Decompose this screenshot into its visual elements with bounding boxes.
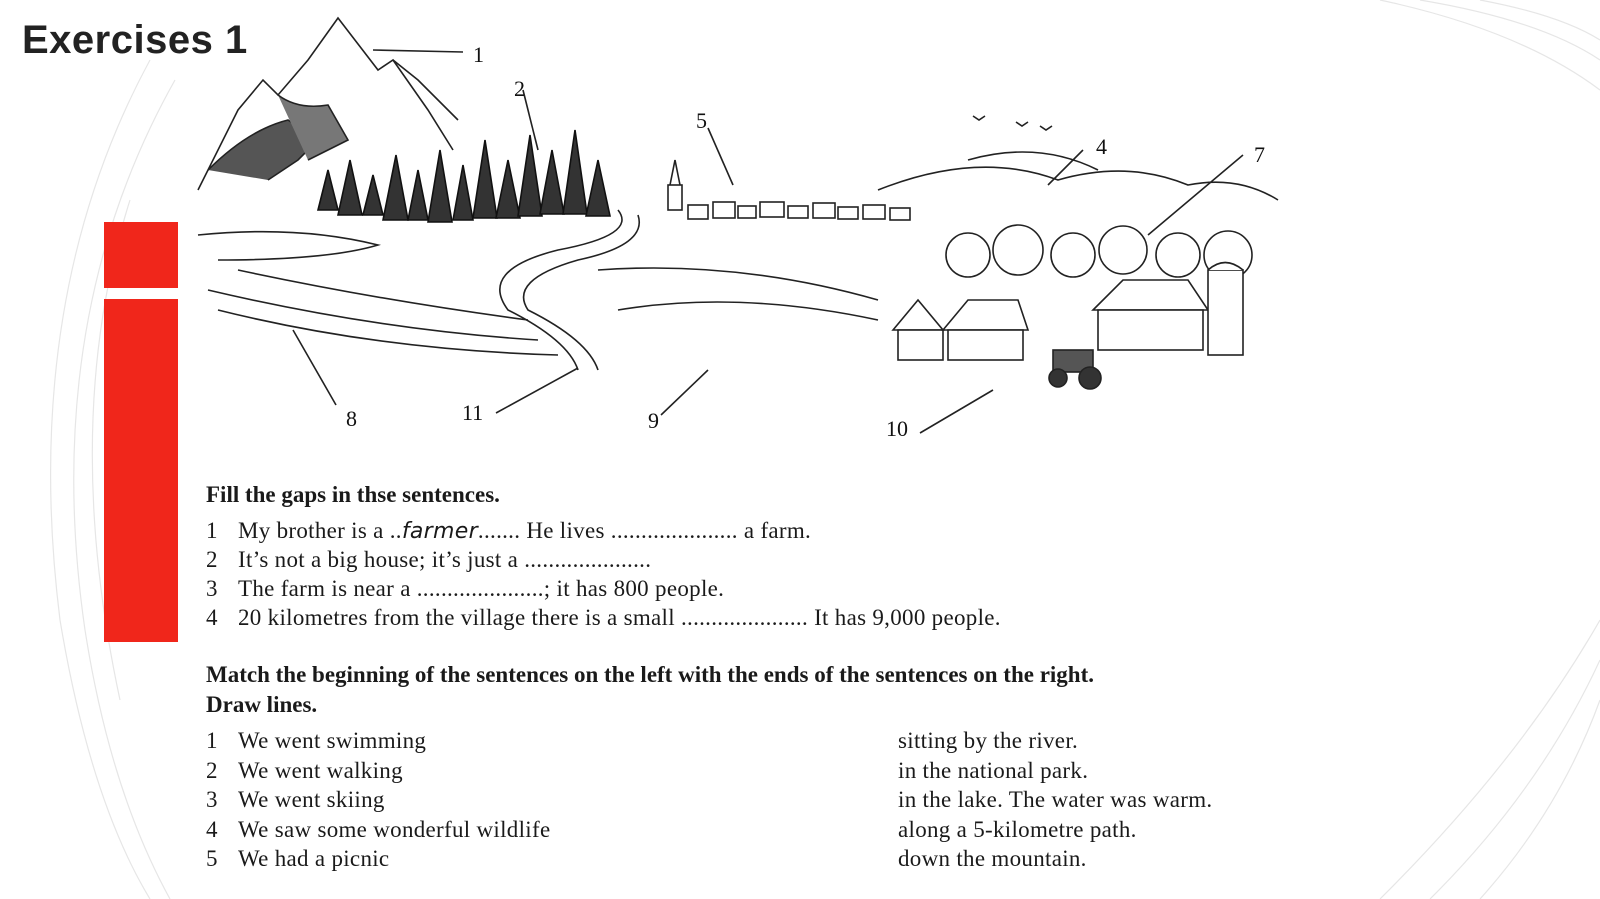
matching-heading-line1: Match the beginning of the sentences on the left with the ends of the sentences on the right. [206, 662, 1094, 687]
landscape-illustration [178, 10, 1338, 450]
match-right-item-5: down the mountain. [898, 846, 1087, 871]
matching-heading-line2: Draw lines. [206, 692, 318, 717]
sentence-text: It’s not a big house; it’s just a ..................... [238, 547, 652, 572]
page-title: Exercises 1 [22, 18, 248, 62]
match-left-item-3: 3 We went skiing [206, 787, 385, 812]
label-8: 8 [346, 406, 357, 431]
sentence-part-b: ....... He lives ..................... a farm. [477, 518, 812, 543]
matching-right-column [898, 728, 1212, 876]
handwritten-answer: farmer [401, 519, 478, 544]
sentence-text: 20 kilometres from the village there is a small ..................... It has 9,000 people. [238, 605, 1001, 630]
accent-bar-top [104, 222, 178, 288]
label-10: 10 [886, 416, 908, 441]
match-right-item-4: along a 5-kilometre path. [898, 816, 1137, 842]
sentence-number: 4 [206, 605, 218, 630]
gap-sentence-2 [206, 547, 651, 573]
match-right-item-3: in the lake. The water was warm. [898, 787, 1213, 812]
match-right-item-2: in the national park. [898, 757, 1089, 783]
sentence-number: 1 [206, 518, 218, 543]
sentence-number: 3 [206, 576, 218, 601]
label-1: 1 [473, 42, 484, 67]
fill-gaps-heading: Fill the gaps in thse sentences. [206, 482, 500, 507]
sentence-number: 2 [206, 547, 218, 572]
label-11: 11 [462, 400, 484, 425]
gap-sentence-1 [206, 518, 811, 544]
label-4: 4 [1096, 134, 1107, 159]
label-9: 9 [648, 408, 659, 433]
label-5: 5 [696, 108, 707, 133]
match-left-item-4: 4 We saw some wonderful wildlife [206, 816, 551, 842]
gap-sentence-4 [206, 605, 1001, 631]
match-right-item-1: sitting by the river. [898, 728, 1079, 753]
gap-sentence-3 [206, 576, 724, 602]
match-left-item-2: 2 We went walking [206, 757, 403, 783]
label-7: 7 [1254, 142, 1265, 167]
sentence-text: The farm is near a .....................; it has 800 people. [238, 576, 725, 601]
match-left-item-1: 1 We went swimming [206, 728, 427, 753]
label-2: 2 [514, 76, 525, 101]
match-left-item-5: 5 We had a picnic [206, 846, 390, 871]
matching-left-column [206, 728, 550, 876]
sentence-part-a: My brother is a .. [238, 518, 402, 543]
accent-bar-bottom [104, 299, 178, 642]
